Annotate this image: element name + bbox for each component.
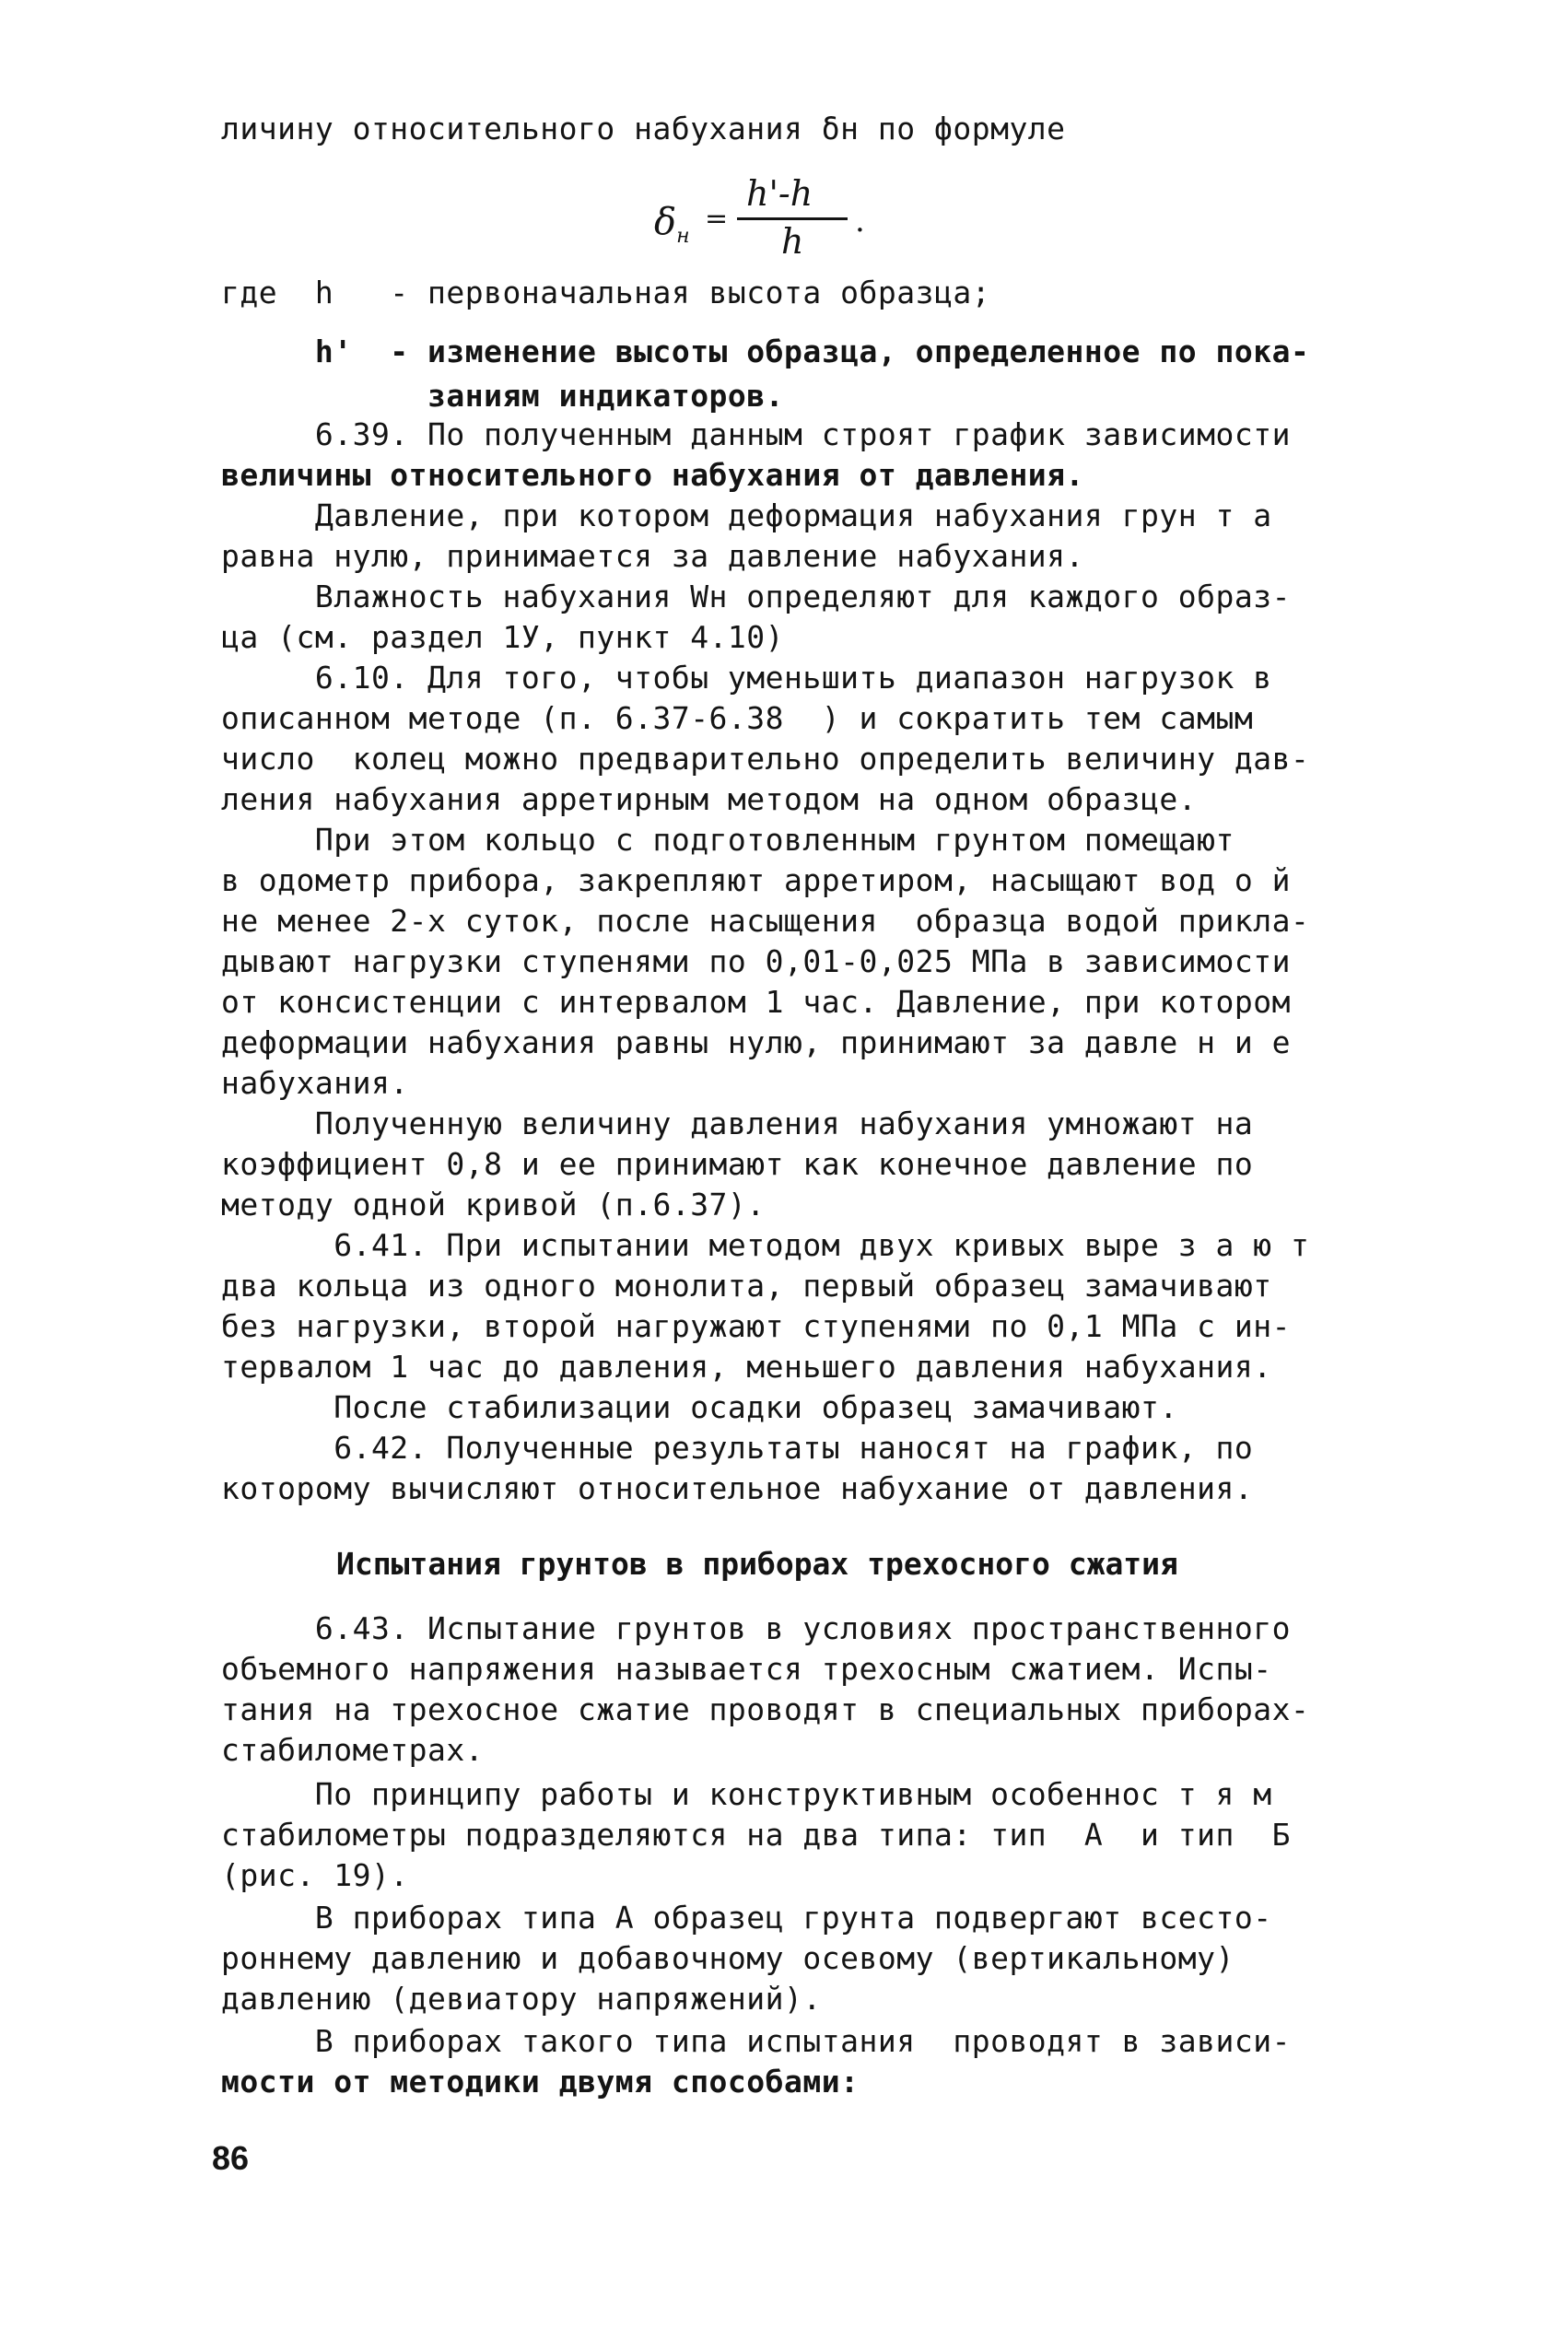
paragraph-line: описанном методе (п. 6.37-6.38 ) и сократить тем самым bbox=[221, 700, 1254, 736]
paragraph-line: Полученную величину давления набухания умножают на bbox=[221, 1106, 1254, 1141]
paragraph-line: два кольца из одного монолита, первый образец замачивают bbox=[221, 1268, 1272, 1304]
formula-denominator: h bbox=[781, 221, 804, 262]
paragraph-line: 6.39. По полученным данным строят график зависимости bbox=[221, 416, 1291, 452]
page-number: 86 bbox=[212, 2139, 250, 2177]
formula-lhs: $\delta_н$ bbox=[654, 201, 690, 248]
section-heading: Испытания грунтов в приборах трехосного сжатия bbox=[336, 1546, 1178, 1582]
paragraph-line: методу одной кривой (п.6.37). bbox=[221, 1187, 766, 1222]
paragraph-line: дывают нагрузки ступенями по 0,01-0,025 МПа в зависимости bbox=[221, 943, 1291, 979]
paragraph-line: роннему давлению и добавочному осевому (вертикальному) bbox=[221, 1940, 1235, 1976]
definition-line: заниям индикаторов. bbox=[221, 378, 785, 414]
paragraph-line: 6.10. Для того, чтобы уменьшить диапазон нагрузок в bbox=[221, 660, 1272, 696]
paragraph-line: стабилометрах. bbox=[221, 1732, 485, 1768]
paragraph-line: без нагрузки, второй нагружают ступенями по 0,1 МПа с ин- bbox=[221, 1308, 1291, 1344]
paragraph-line: в одометр прибора, закрепляют арретиром, насыщают вод о й bbox=[221, 862, 1291, 898]
paragraph-line: Влажность набухания Wн определяют для каждого образ- bbox=[221, 579, 1291, 614]
intro-line: личину относительного набухания δн по формуле bbox=[221, 111, 1066, 146]
paragraph-line: ления набухания арретирным методом на одном образце. bbox=[221, 781, 1198, 817]
paragraph-line: (рис. 19). bbox=[221, 1857, 409, 1893]
paragraph-line: число колец можно предварительно определить величину дав- bbox=[221, 741, 1310, 777]
formula-equals: = bbox=[705, 203, 729, 235]
paragraph-line: равна нулю, принимается за давление набухания. bbox=[221, 538, 1084, 574]
paragraph-line: 6.41. При испытании методом двух кривых выре з а ю т bbox=[221, 1227, 1310, 1263]
paragraph-line: коэффициент 0,8 и ее принимают как конечное давление по bbox=[221, 1146, 1254, 1182]
paragraph-line: В приборах такого типа испытания проводят в зависи- bbox=[221, 2023, 1291, 2059]
swelling-formula bbox=[645, 173, 884, 265]
paragraph-line: от консистенции с интервалом 1 час. Давление, при котором bbox=[221, 984, 1291, 1020]
paragraph-line: 6.42. Полученные результаты наносят на график, по bbox=[221, 1430, 1254, 1466]
definition-line: где h - первоначальная высота образца; bbox=[221, 275, 991, 310]
paragraph-line: объемного напряжения называется трехосным сжатием. Испы- bbox=[221, 1651, 1272, 1687]
paragraph-line: тания на трехосное сжатие проводят в специальных приборах- bbox=[221, 1691, 1310, 1727]
formula-numerator: h'-h bbox=[746, 173, 813, 214]
paragraph-line: ца (см. раздел 1У, пункт 4.10) bbox=[221, 619, 785, 655]
paragraph-line: стабилометры подразделяются на два типа: тип А и тип Б bbox=[221, 1817, 1291, 1853]
paragraph-line: В приборах типа А образец грунта подвергают всесто- bbox=[221, 1900, 1272, 1936]
definition-line: h' - изменение высоты образца, определенное по пока- bbox=[221, 333, 1310, 369]
paragraph-line: давлению (девиатору напряжений). bbox=[221, 1981, 822, 2017]
paragraph-line: деформации набухания равны нулю, принимают за давле н и е bbox=[221, 1024, 1291, 1060]
paragraph-line: Давление, при котором деформация набухания грун т а bbox=[221, 497, 1272, 533]
formula-end: . bbox=[855, 203, 865, 240]
formula-fraction-bar bbox=[737, 217, 848, 220]
paragraph-line: По принципу работы и конструктивным особеннос т я м bbox=[221, 1776, 1272, 1812]
paragraph-line: мости от методики двумя способами: bbox=[221, 2064, 860, 2100]
paragraph-line: После стабилизации осадки образец замачивают. bbox=[221, 1389, 1178, 1425]
paragraph-line: которому вычисляют относительное набухание от давления. bbox=[221, 1470, 1254, 1506]
paragraph-line: 6.43. Испытание грунтов в условиях пространственного bbox=[221, 1610, 1291, 1646]
paragraph-line: набухания. bbox=[221, 1065, 409, 1101]
paragraph-line: тервалом 1 час до давления, меньшего давления набухания. bbox=[221, 1349, 1272, 1385]
paragraph-line: величины относительного набухания от давления. bbox=[221, 457, 1084, 493]
paragraph-line: не менее 2-х суток, после насыщения образца водой прикла- bbox=[221, 903, 1310, 939]
paragraph-line: При этом кольцо с подготовленным грунтом помещают bbox=[221, 822, 1235, 858]
